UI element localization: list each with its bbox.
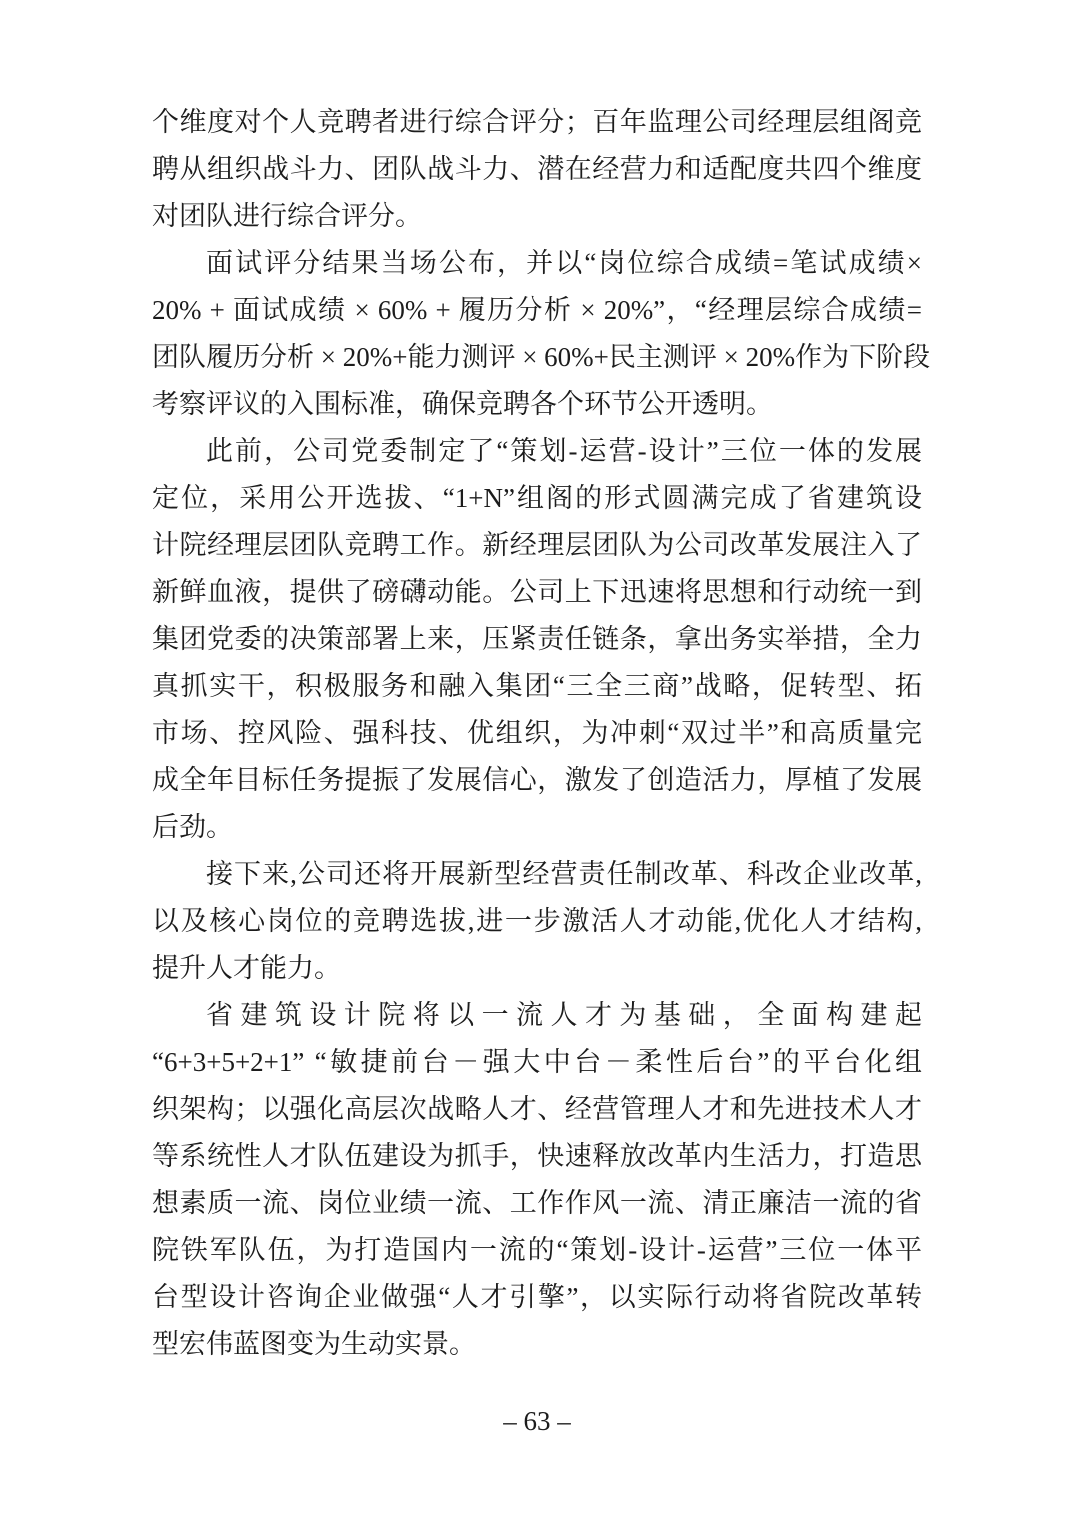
- text-line: 织架构；以强化高层次战略人才、经营管理人才和先进技术人才: [152, 1094, 922, 1124]
- page-number: – 63 –: [503, 1406, 571, 1436]
- text-line: 想素质一流、岗位业绩一流、工作作风一流、清正廉洁一流的省: [152, 1188, 922, 1218]
- paragraph: [152, 428, 922, 851]
- text-line: 接下来,公司还将开展新型经营责任制改革、科改企业改革,: [206, 859, 922, 889]
- text-line: 真抓实干，积极服务和融入集团“三全三商”战略，促转型、拓: [152, 671, 922, 701]
- text-line: 集团党委的决策部署上来，压紧责任链条，拿出务实举措，全力: [152, 624, 922, 654]
- paragraph: [152, 992, 922, 1368]
- text-line: 院铁军队伍，为打造国内一流的“策划-设计-运营”三位一体平: [152, 1235, 922, 1265]
- text-line: 等系统性人才队伍建设为抓手，快速释放改革内生活力，打造思: [152, 1141, 922, 1171]
- text-line: 个维度对个人竞聘者进行综合评分；百年监理公司经理层组阁竞: [152, 107, 922, 137]
- text-line: “6+3+5+2+1” “敏捷前台－强大中台－柔性后台”的平台化组: [152, 1047, 922, 1077]
- text-line: 对团队进行综合评分。: [152, 201, 422, 231]
- text-line: 提升人才能力。: [152, 953, 341, 983]
- text-line: 面试评分结果当场公布，并以“岗位综合成绩=笔试成绩×: [206, 248, 922, 278]
- text-line: 此前，公司党委制定了“策划-运营-设计”三位一体的发展: [206, 436, 922, 466]
- text-line: 定位，采用公开选拔、“1+N”组阁的形式圆满完成了省建筑设: [152, 483, 922, 513]
- text-line: 考察评议的入围标准，确保竞聘各个环节公开透明。: [152, 389, 773, 419]
- text-line: 新鲜血液，提供了磅礴动能。公司上下迅速将思想和行动统一到: [152, 577, 922, 607]
- text-line: 市场、控风险、强科技、优组织，为冲刺“双过半”和高质量完: [152, 718, 922, 748]
- text-line: 计院经理层团队竞聘工作。新经理层团队为公司改革发展注入了: [152, 530, 922, 560]
- text-line: 台型设计咨询企业做强“人才引擎”，以实际行动将省院改革转: [152, 1282, 922, 1312]
- document-body: [152, 99, 931, 1368]
- text-line: 以及核心岗位的竞聘选拔,进一步激活人才动能,优化人才结构,: [152, 906, 922, 936]
- text-line: 20% + 面试成绩 × 60% + 履历分析 × 20%”，“经理层综合成绩=: [152, 295, 922, 325]
- paragraph: [152, 99, 922, 240]
- text-line: 型宏伟蓝图变为生动实景。: [152, 1329, 476, 1359]
- text-line: 成全年目标任务提振了发展信心，激发了创造活力，厚植了发展: [152, 765, 922, 795]
- text-line: 省建筑设计院将以一流人才为基础，全面构建起: [206, 1000, 922, 1030]
- text-line: 聘从组织战斗力、团队战斗力、潜在经营力和适配度共四个维度: [152, 154, 922, 184]
- paragraph: [152, 240, 931, 428]
- text-line: 团队履历分析 × 20%+能力测评 × 60%+民主测评 × 20%作为下阶段: [152, 342, 931, 372]
- text-line: 后劲。: [152, 812, 233, 842]
- paragraph: [152, 851, 922, 992]
